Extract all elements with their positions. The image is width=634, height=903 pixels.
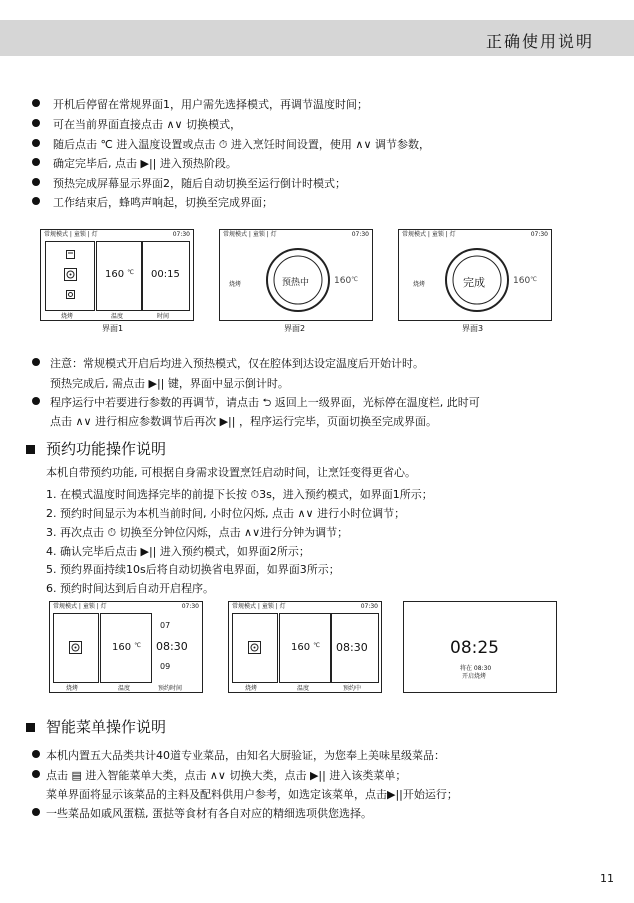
caption-screen-2: 界面2 bbox=[284, 324, 306, 333]
mode-label: 烧烤 bbox=[245, 685, 258, 692]
bullet-dot bbox=[32, 158, 40, 166]
status-bar bbox=[41, 230, 193, 240]
bullet-dot bbox=[32, 197, 40, 205]
temp-panel bbox=[96, 241, 142, 311]
temp-panel bbox=[100, 613, 152, 683]
bullet-dot bbox=[32, 358, 40, 366]
fan-icon bbox=[248, 641, 261, 654]
clock: 07:30 bbox=[172, 231, 190, 238]
bullet-dot bbox=[32, 770, 40, 778]
status-text: 常规模式 | 童锁 | 灯 bbox=[232, 603, 286, 610]
done-status: 完成 bbox=[463, 276, 485, 289]
temp-value: 160℃ bbox=[513, 276, 537, 286]
mode-label: 烧烤 bbox=[66, 685, 79, 692]
bullet-dot bbox=[32, 397, 40, 405]
intro-line-3: 随后点击 ℃ 进入温度设置或点击 ⏱ 进入烹饪时间设置，使用 ∧∨ 调节参数， bbox=[53, 138, 431, 151]
temp-label: 温度 bbox=[297, 685, 310, 692]
note-2b: 点击 ∧∨ 进行相应参数调节后再次 ▶|| ，程序运行完毕，页面切换至完成界面。 bbox=[50, 415, 437, 428]
clock: 07:30 bbox=[351, 231, 369, 238]
time-value: 00:15 bbox=[151, 269, 180, 280]
reservation-step: 6. 预约时间达到后自动开启程序。 bbox=[46, 582, 214, 595]
clock: 07:30 bbox=[181, 603, 199, 610]
page-number: 11 bbox=[600, 872, 614, 885]
status-text: 常规模式 | 童锁 | 灯 bbox=[402, 231, 456, 238]
time-label: 时间 bbox=[157, 313, 170, 320]
clock: 07:30 bbox=[530, 231, 548, 238]
hour-above: 07 bbox=[160, 621, 171, 630]
mode-label: 烧烤 bbox=[413, 281, 426, 288]
temp-value: 160 ℃ bbox=[112, 642, 142, 653]
reservation-title: 预约功能操作说明 bbox=[46, 440, 167, 458]
clock: 07:30 bbox=[360, 603, 378, 610]
reservation-screen-3 bbox=[403, 601, 557, 693]
status-bar bbox=[50, 602, 202, 612]
bullet-dot bbox=[32, 808, 40, 816]
temp-value: 160 ℃ bbox=[105, 269, 135, 280]
intro-line-4: 确定完毕后, 点击 ▶|| 进入预热阶段。 bbox=[53, 157, 237, 170]
mode-label: 烧烤 bbox=[229, 281, 242, 288]
reservation-time: 08:30 bbox=[156, 640, 188, 653]
status-text: 常规模式 | 童锁 | 灯 bbox=[53, 603, 107, 610]
oven-icon bbox=[66, 250, 75, 259]
temp-label: 温度 bbox=[118, 685, 131, 692]
status-text: 常规模式 | 童锁 | 灯 bbox=[223, 231, 277, 238]
section-marker bbox=[26, 445, 35, 454]
note-1b: 预热完成后, 需点击 ▶|| 键，界面中显示倒计时。 bbox=[50, 377, 289, 390]
mode-panel bbox=[45, 241, 95, 311]
temp-panel bbox=[279, 613, 331, 683]
fan-icon bbox=[69, 641, 82, 654]
reservation-screen-2 bbox=[228, 601, 382, 693]
hour-below: 09 bbox=[160, 662, 171, 671]
screen-1 bbox=[40, 229, 194, 321]
note-1a: 注意：常规模式开启后均进入预热模式，仅在腔体到达设定温度后开始计时。 bbox=[50, 357, 424, 370]
reservation-screen-1 bbox=[49, 601, 203, 693]
bullet-dot bbox=[32, 119, 40, 127]
reservation-step: 1. 在模式温度时间选择完毕的前提下长按 ⏱3s，进入预约模式，如界面1所示； bbox=[46, 488, 433, 501]
reservation-step: 3. 再次点击 ⏱ 切换至分钟位闪烁，点击 ∧∨进行分钟为调节； bbox=[46, 526, 349, 539]
bullet-dot bbox=[32, 750, 40, 758]
temp-value: 160 ℃ bbox=[291, 642, 321, 653]
menu-line-2: 点击 ▤ 进入智能菜单大类，点击 ∧∨ 切换大类，点击 ▶|| 进入该类菜单； bbox=[46, 769, 407, 782]
status-bar bbox=[229, 602, 381, 612]
caption-screen-1: 界面1 bbox=[102, 324, 124, 333]
screen-2 bbox=[219, 229, 373, 321]
preheat-status: 预热中 bbox=[282, 278, 310, 288]
reservation-time: 08:30 bbox=[336, 641, 368, 654]
reservation-step: 5. 预约界面持续10s后将自动切换省电界面，如界面3所示； bbox=[46, 563, 340, 576]
fan-small-icon bbox=[66, 290, 75, 299]
menu-title: 智能菜单操作说明 bbox=[46, 718, 167, 736]
bullet-dot bbox=[32, 139, 40, 147]
mode-panel bbox=[53, 613, 99, 683]
start-line-1: 将在 08:30 bbox=[460, 665, 492, 672]
intro-line-1: 开机后停留在常规界面1，用户需先选择模式，再调节温度时间； bbox=[53, 98, 368, 111]
menu-line-2b: 菜单界面将显示该菜品的主料及配料供用户参考，如选定该菜单，点击▶||开始运行； bbox=[46, 788, 458, 801]
screen-3 bbox=[398, 229, 552, 321]
intro-line-2: 可在当前界面直接点击 ∧∨ 切换模式， bbox=[53, 118, 242, 131]
menu-line-3: 一些菜品如戚风蛋糕, 蛋挞等食材有各自对应的精细选项供您选择。 bbox=[46, 807, 372, 820]
menu-line-1: 本机内置五大品类共计40道专业菜品，由知名大厨验证，为您奉上美味星级菜品： bbox=[46, 749, 445, 762]
status-text: 常规模式 | 童锁 | 灯 bbox=[44, 231, 98, 238]
header-bar bbox=[0, 20, 634, 56]
fan-icon bbox=[64, 268, 77, 281]
temp-value: 160℃ bbox=[334, 276, 358, 286]
bullet-dot bbox=[32, 178, 40, 186]
time-panel bbox=[331, 613, 379, 683]
mode-panel bbox=[232, 613, 278, 683]
big-clock: 08:25 bbox=[450, 638, 499, 658]
bullet-dot bbox=[32, 99, 40, 107]
time-label: 预约时间 bbox=[158, 685, 183, 692]
start-line-2: 开启烧烤 bbox=[462, 673, 487, 680]
status-bar bbox=[220, 230, 372, 240]
reservation-step: 4. 确认完毕后点击 ▶|| 进入预约模式，如界面2所示； bbox=[46, 545, 310, 558]
reservation-step: 2. 预约时间显示为本机当前时间, 小时位闪烁, 点击 ∧∨ 进行小时位调节； bbox=[46, 507, 406, 520]
time-label: 预约中 bbox=[343, 685, 362, 692]
mode-label: 烧烤 bbox=[61, 313, 74, 320]
page-title: 正确使用说明 bbox=[485, 32, 594, 51]
note-2a: 程序运行中若要进行参数的再调节，请点击 ⮌ 返回上一级界面，光标停在温度栏, 此时可 bbox=[50, 396, 480, 409]
intro-line-6: 工作结束后，蜂鸣声响起，切换至完成界面； bbox=[53, 196, 273, 209]
intro-line-5: 预热完成屏幕显示界面2，随后自动切换至运行倒计时模式； bbox=[53, 177, 346, 190]
reservation-intro: 本机自带预约功能, 可根据自身需求设置烹饪启动时间，让烹饪变得更省心。 bbox=[46, 466, 416, 479]
status-bar bbox=[399, 230, 551, 240]
time-panel bbox=[142, 241, 190, 311]
section-marker bbox=[26, 723, 35, 732]
temp-label: 温度 bbox=[111, 313, 124, 320]
caption-screen-3: 界面3 bbox=[462, 324, 484, 333]
